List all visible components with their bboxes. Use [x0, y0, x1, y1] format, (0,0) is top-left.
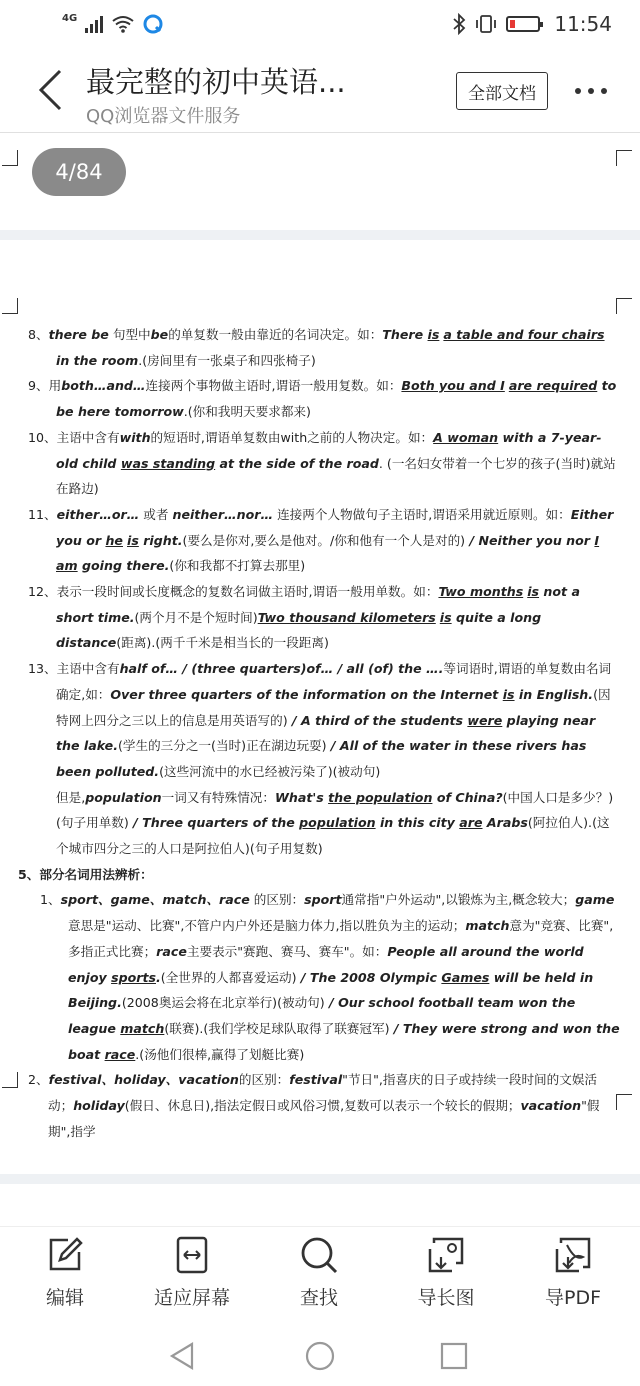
page-corner-mark — [2, 298, 18, 314]
dot-icon — [588, 88, 594, 94]
edit-icon — [45, 1235, 85, 1275]
export-pdf-button[interactable]: 导PDF — [518, 1235, 628, 1317]
document-title: 最完整的初中英语... — [86, 65, 346, 99]
page-corner-mark — [616, 150, 632, 166]
nav-home-button[interactable] — [298, 1334, 342, 1378]
rule-13: 13、主语中含有half of… / (three quarters)of… / all (of) the ….等词语时,谓语的单复数由名词确定,如：Over three quarters of the information on the Internet is in English.(因特网上四分之三以上的信息是用英语写的) / A third of the students were playing near the lake.(学生的三分之一(当时)正在湖边玩耍) / All of the water in these rivers has been polluted.(这些河流中的水已经被污染了)(被动句) — [28, 661, 612, 779]
page-indicator: 4/84 — [32, 148, 126, 196]
vibrate-icon — [474, 14, 498, 34]
triangle-back-icon — [168, 1341, 196, 1371]
all-documents-button[interactable]: 全部文档 — [456, 72, 548, 110]
network-type: 4G — [62, 12, 78, 24]
nav-back-button[interactable] — [160, 1334, 204, 1378]
rule-10: 10、主语中含有with的短语时,谓语单复数由with之前的人物决定。如：A woman with a 7-year-old child was standing at the side of the road. (一名妇女带着一个七岁的孩子(当时)就站在路边) — [28, 429, 616, 497]
page-separator — [0, 1174, 640, 1184]
image-export-icon — [426, 1235, 466, 1275]
page-separator — [0, 230, 640, 240]
find-button[interactable]: 查找 — [264, 1235, 374, 1317]
rule-8: 8、there be 句型中be的单复数一般由靠近的名词决定。如：There is a table and four chairs in the room.(房间里有一张桌子和四张椅子) — [28, 327, 605, 368]
back-button[interactable] — [30, 66, 70, 114]
dot-icon — [575, 88, 581, 94]
pdf-export-icon — [553, 1235, 593, 1275]
page-corner-mark — [616, 1094, 632, 1110]
search-icon — [299, 1235, 339, 1275]
wifi-icon — [111, 14, 135, 34]
dot-icon — [601, 88, 607, 94]
qq-browser-icon — [143, 14, 163, 34]
rule-13-exception: 但是,population一词又有特殊情况：What's the population of China?(中国人口是多少？)(句子用单数) / Three quarters of the population in this city are Arabs(阿拉伯人).(这个城市四分之三的人口是阿拉伯人)(句子用复数) — [56, 789, 614, 857]
edit-button[interactable]: 编辑 — [10, 1235, 120, 1317]
fit-screen-icon — [172, 1235, 212, 1275]
page-corner-mark — [2, 150, 18, 166]
page-corner-mark — [2, 1072, 18, 1088]
page-corner-mark — [616, 298, 632, 314]
rule-11: 11、either…or… 或者 neither…nor… 连接两个人物做句子主语时,谓语采用就近原则。如：Either you or he is right.(要么是你对,要么是他对。/你和他有一个人是对的) / Neither you nor I am going there.(你和我都不打算去那里) — [28, 506, 614, 574]
rule-12: 12、表示一段时间或长度概念的复数名词做主语时,谓语一般用单数。如：Two months is not a short time.(两个月不是个短时间)Two thousand kilometers is quite a long distance(距离).(两千千米是相当长的一段距离) — [28, 584, 580, 651]
bluetooth-icon — [452, 13, 466, 35]
noun-comparison-1: 1、sport、game、match、race 的区别：sport通常指"户外运动",以锻炼为主,概念较大；game意思是"运动、比赛",不管户内户外还是脑力体力,指以胜负为主的运动；match意为"竞赛、比赛",多指正式比赛；race主要表示"赛跑、赛马、赛车"。如：People all around the world enjoy sports.(全世界的人都喜爱运动) / The 2008 Olympic Games will be held in Beijing.(2008奥运会将在北京举行)(被动句) / Our school football team won the league match(联赛).(我们学校足球队取得了联赛冠军) / They were strong and won the boat race.(汤他们很棒,赢得了划艇比赛) — [40, 892, 620, 1062]
bottom-toolbar — [0, 1226, 640, 1326]
header-divider — [0, 132, 640, 133]
circle-home-icon — [305, 1341, 335, 1371]
square-recents-icon — [440, 1342, 468, 1370]
system-nav-bar — [0, 1326, 640, 1386]
status-bar — [0, 0, 640, 48]
clock: 11:54 — [554, 12, 612, 36]
section-heading: 5、部分名词用法辨析： — [18, 866, 153, 882]
rule-9: 9、用both…and…连接两个事物做主语时,谓语一般用复数。如：Both you and I are required to be here tomorrow.(你和我明天要求都来) — [28, 378, 617, 420]
signal-icon — [85, 15, 103, 33]
battery-icon — [506, 16, 540, 32]
status-right — [452, 12, 612, 36]
more-menu-button[interactable] — [566, 74, 616, 108]
nav-recents-button[interactable] — [432, 1334, 476, 1378]
chevron-left-icon — [37, 69, 63, 111]
noun-comparison-2: 2、festival、holiday、vacation的区别：festival"节日",指喜庆的日子或持续一段时间的文娱活动；holiday(假日、休息日),指法定假日或风俗习惯,复数可以表示一个较长的假期；vacation"假期",指学 — [28, 1072, 600, 1139]
status-left — [62, 14, 163, 34]
document-page — [18, 322, 620, 1145]
export-long-image-button[interactable]: 导长图 — [391, 1235, 501, 1317]
document-source: QQ浏览器文件服务 — [86, 106, 241, 127]
app-header — [0, 48, 640, 132]
fit-screen-button[interactable]: 适应屏幕 — [137, 1235, 247, 1317]
